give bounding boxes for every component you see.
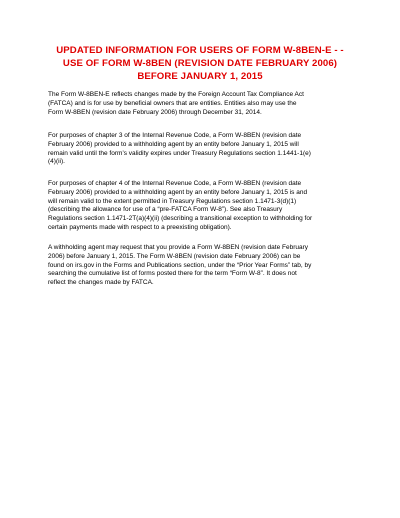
title-line-1: UPDATED INFORMATION FOR USERS OF FORM W-8BEN-E - - [56, 45, 344, 56]
paragraph-chapter-3 [48, 132, 354, 167]
paragraph-line: February 2006) provided to a withholding agent by an entity before January 1, 2015 will [48, 140, 299, 148]
paragraph-line: For purposes of chapter 3 of the Internal Revenue Code, a Form W-8BEN (revision date [48, 132, 302, 139]
paragraph-line: reflect the changes made by FATCA. [48, 279, 154, 287]
paragraph-fatca-intro [48, 91, 354, 117]
title-line-2: USE OF FORM W-8BEN (REVISION DATE FEBRUARY 2006) [62, 58, 338, 69]
paragraph-line: The Form W-8BEN-E reflects changes made by the Foreign Account Tax Compliance Act [48, 91, 304, 98]
paragraph-line: February 2006) provided to a withholding agent by an entity before January 1, 2015 is and [48, 188, 308, 196]
paragraph-line: 2006) before January 1, 2015. The Form W-8BEN (revision date February 2006) can be [48, 252, 301, 260]
paragraph-line: remain valid until the form’s validity expires under Treasury Regulations section 1.1441-1(e) [48, 149, 311, 157]
title-line-3: BEFORE JANUARY 1, 2015 [137, 71, 263, 82]
paragraph-chapter-4 [48, 180, 354, 233]
paragraph-withholding-agent [48, 244, 354, 288]
paragraph-line: (describing the allowance for use of a “pre-FATCA Form W-8”). See also Treasury [48, 206, 283, 214]
paragraph-line: will remain valid to the extent permitted in Treasury Regulations section 1.1471-3(d)(1) [48, 197, 297, 205]
paragraph-line: searching the cumulative list of forms posted there for the term “Form W-8”. It does not [48, 270, 297, 278]
paragraph-line: Form W-8BEN (revision date February 2006) through December 31, 2014. [48, 108, 262, 116]
paragraph-line: certain payments made with respect to a preexisting obligation). [48, 223, 232, 231]
document-title [40, 44, 360, 83]
paragraph-line: (4)(ii). [48, 158, 65, 166]
paragraph-line: A withholding agent may request that you provide a Form W-8BEN (revision date February [48, 244, 309, 251]
paragraph-line: For purposes of chapter 4 of the Internal Revenue Code, a Form W-8BEN (revision date [48, 180, 302, 187]
paragraph-line: (FATCA) and is for use by beneficial owners that are entities. Entities also may use the [48, 99, 297, 107]
paragraph-line: found on irs.gov in the Forms and Publications section, under the “Prior Year Forms” tab, by [48, 261, 312, 269]
paragraph-line: Regulations section 1.1471-2T(a)(4)(ii) (describing a transitional exception to withholding for [48, 215, 313, 223]
